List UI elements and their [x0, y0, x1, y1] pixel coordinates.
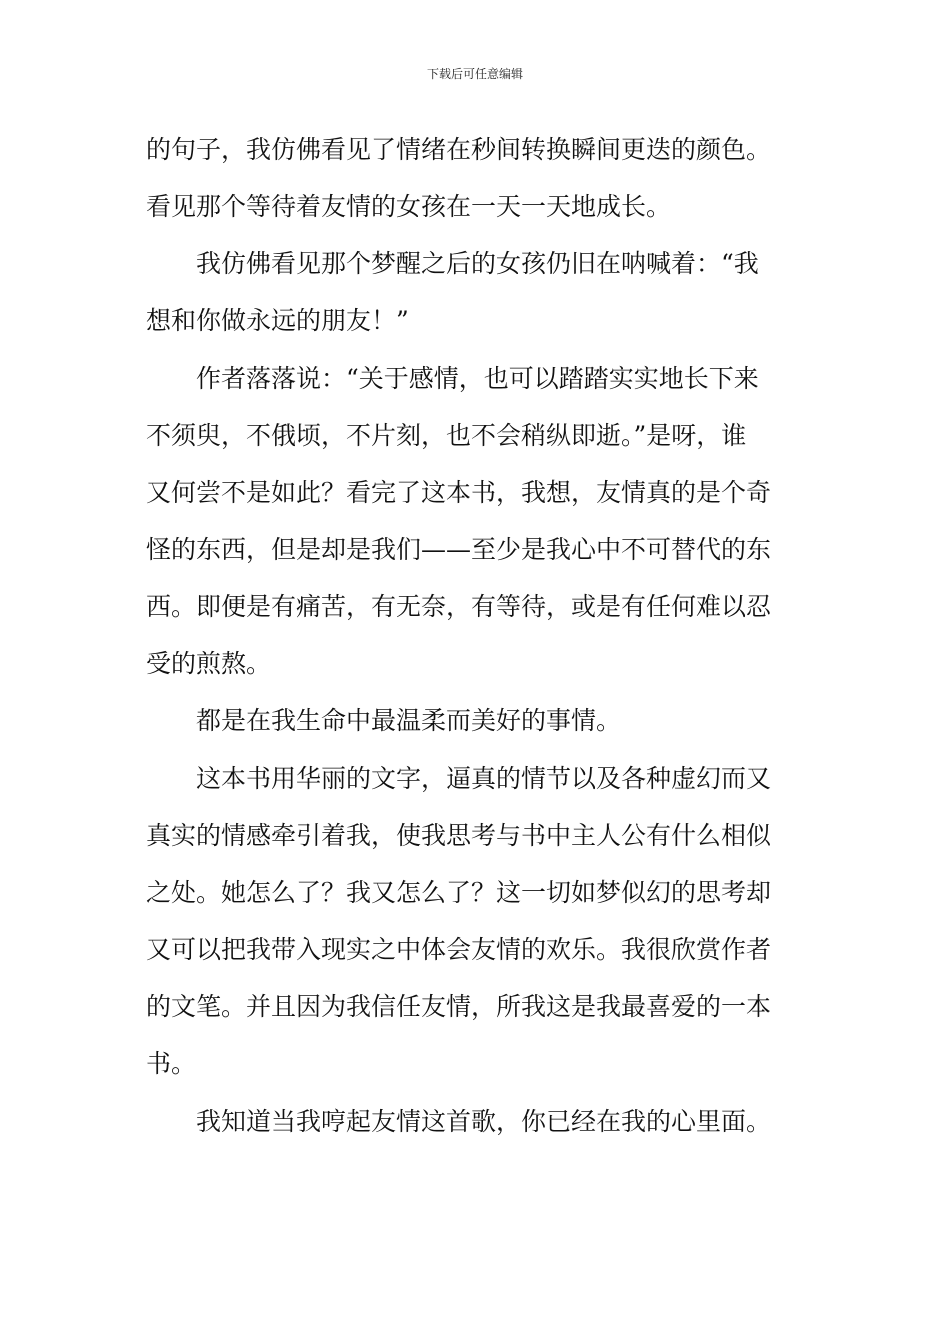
- text-line: 又可以把我带入现实之中体会友情的欢乐。我很欣赏作者: [146, 935, 772, 964]
- text-line: 之处。她怎么了？我又怎么了？这一切如梦似幻的思考却: [146, 878, 772, 907]
- text-line: 真实的情感牵引着我，使我思考与书中主人公有什么相似: [146, 821, 772, 850]
- text-line: 看见那个等待着友情的女孩在一天一天地成长。: [146, 192, 672, 221]
- page-header: 下载后可任意编辑: [426, 67, 523, 81]
- text-line: 又何尝不是如此？看完了这本书，我想，友情真的是个奇: [146, 478, 772, 507]
- paragraph-start-line: 作者落落说：“关于感情，也可以踏踏实实地长下来: [196, 364, 759, 393]
- text-line: 不须臾，不俄顷，不片刻，也不会稍纵即逝。”是呀，谁: [146, 421, 747, 450]
- text-line: 想和你做永远的朋友！”: [146, 306, 409, 335]
- text-line: 受的煎熬。: [146, 649, 272, 678]
- text-line: 的文笔。并且因为我信任友情，所我这是我最喜爱的一本: [146, 992, 772, 1021]
- paragraph-start-line: 都是在我生命中最温柔而美好的事情。: [196, 706, 622, 735]
- paragraph-start-line: 我知道当我哼起友情这首歌，你已经在我的心里面。: [196, 1107, 772, 1136]
- text-line: 的句子，我仿佛看见了情绪在秒间转换瞬间更迭的颜色。: [146, 135, 772, 164]
- text-line: 怪的东西，但是却是我们——至少是我心中不可替代的东: [146, 535, 772, 564]
- text-line: 西。即便是有痛苦，有无奈，有等待，或是有任何难以忍: [146, 592, 772, 621]
- text-line: 书。: [146, 1049, 197, 1078]
- paragraph-start-line: 我仿佛看见那个梦醒之后的女孩仍旧在呐喊着：“我: [196, 249, 759, 278]
- paragraph-start-line: 这本书用华丽的文字，逼真的情节以及各种虚幻而又: [196, 764, 772, 793]
